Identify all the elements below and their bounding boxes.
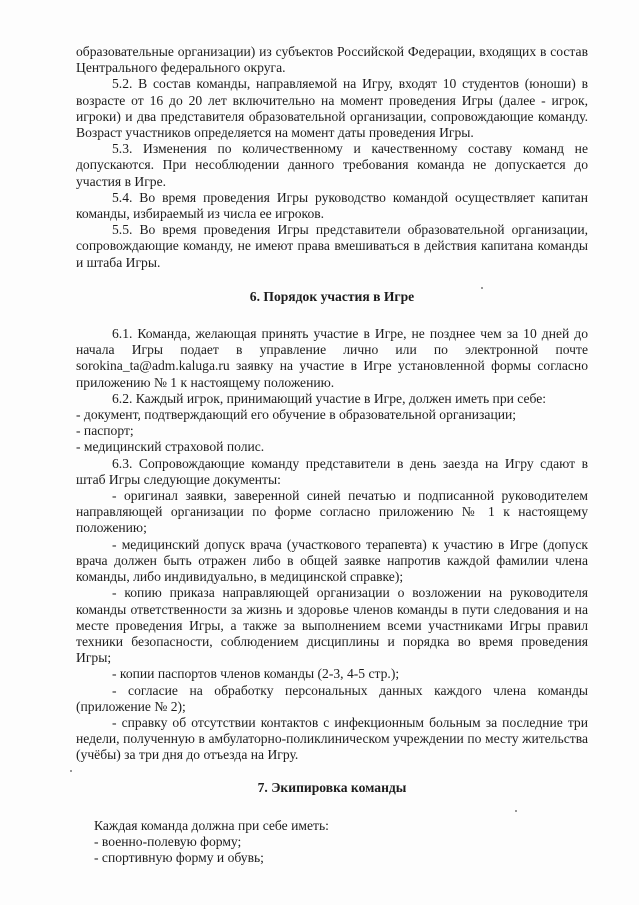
list-item: - спортивную форму и обувь;: [94, 850, 264, 866]
paragraph-5-5: 5.5. Во время проведения Игры представители образовательной организации, сопровождающие команду, не имеют права вмешиваться в действия капитана команды и штаба Игры.: [76, 222, 588, 270]
list-item: - согласие на обработку персональных данных каждого члена команды (приложение № 2);: [76, 682, 588, 714]
list-item: - документ, подтверждающий его обучение в образовательной организации;: [76, 407, 517, 423]
section-6-heading: 6. Порядок участия в Игре: [249, 288, 415, 304]
list-item: - военно-полевую форму;: [94, 833, 242, 849]
paragraph-5-4: 5.4. Во время проведения Игры руководство командой осуществляет капитан команды, избираемый из числа ее игроков.: [76, 189, 588, 222]
list-item: - паспорт;: [76, 423, 134, 439]
list-item: - оригинал заявки, заверенной синей печатью и подписанной руководителем направляющей организации по форме согласно приложению № 1 к настоящему положению;: [76, 488, 588, 536]
scan-speck: [481, 287, 483, 289]
paragraph-6-2: 6.2. Каждый игрок, принимающий участие в Игре, должен иметь при себе:: [112, 390, 547, 406]
paragraph-6-3: 6.3. Сопровождающие команду представители в день заезда на Игру сдают в штаб Игры следующие документы:: [76, 455, 588, 487]
list-item: - копию приказа направляющей организации о возложении на руководителя команды ответственности за жизнь и здоровье членов команды в пути следования и на месте проведения Игры, а также за выполнением всеми участниками Игры правил техники безопасности, соблюдением дисциплины и порядка во время проведения Игры;: [76, 585, 588, 666]
paragraph-6-1: 6.1. Команда, желающая принять участие в Игре, не позднее чем за 10 дней до начала Игры подает в управление лично или по электронной почте sorokina_ta@adm.kaluga.ru заявку на участие в Игре установленной формы согласно приложению № 1 к настоящему положению.: [76, 326, 588, 390]
document-body: [76, 44, 588, 866]
list-item: - справку об отсутствии контактов с инфекционным больным за последние три недели, полученную в амбулаторно-поликлиническом учреждении по месту жительства (учёбы) за три дня до отъезда на Игру.: [76, 714, 588, 763]
paragraph-5-3: 5.3. Изменения по количественному и качественному составу команд не допускаются. При несоблюдении данного требования команда не допускается до участия в Игре.: [76, 141, 588, 189]
paragraph-5-1-tail: образовательные организации) из субъектов Российской Федерации, входящих в состав Центрального федерального округа.: [76, 44, 588, 76]
paragraph-5-2: 5.2. В состав команды, направляемой на Игру, входят 10 студентов (юноши) в возрасте от 16 до 20 лет включительно на момент проведения Игры (далее - игрок, игроки) и два представителя образовательной организации, сопровождающие команду. Возраст участников определяется на момент даты проведения Игры.: [76, 76, 588, 141]
paragraph-7-intro: Каждая команда должна при себе иметь:: [94, 817, 329, 833]
list-item: - копии паспортов членов команды (2-3, 4-5 стр.);: [112, 666, 400, 682]
scan-speck: [515, 810, 517, 812]
list-item: - медицинский допуск врача (участкового терапевта) к участию в Игре (допуск врача должен быть отражен либо в общей заявке напротив каждой фамилии члена команды, либо индивидуально, в медицинской справке);: [76, 536, 588, 585]
scan-speck: [70, 770, 72, 772]
section-7-heading: 7. Экипировка команды: [257, 779, 407, 795]
list-item: - медицинский страховой полис.: [76, 439, 265, 455]
